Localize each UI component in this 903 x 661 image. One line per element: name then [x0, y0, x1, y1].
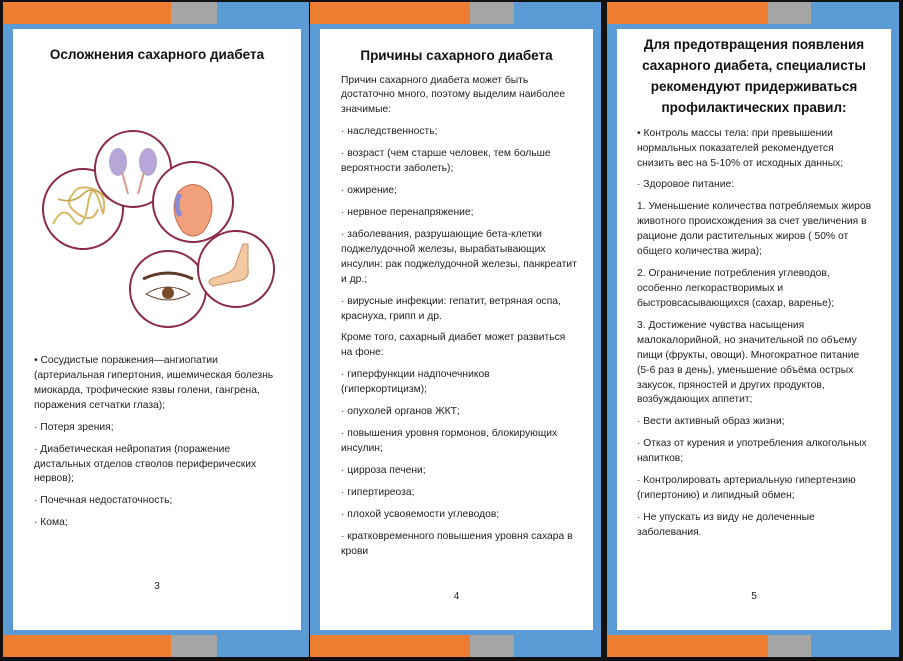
list-item: 3. Достижение чувства насыщения малокалорийной, но значительной по объему пищи (фрукты, овощи). Многократное питание (5-6 раз в день), уменьшение объёма острых закусок, пряностей и других продуктов, возбуждающих аппетит; — [637, 319, 860, 406]
decorative-stripe-top — [607, 2, 899, 24]
list-item: · возраст (чем старше человек, тем больше вероятности заболеть); — [341, 148, 551, 175]
list-item: · наследственность; — [341, 126, 438, 138]
list-item: · гиперфункции надпочечников (гиперкортицизм); — [341, 369, 490, 396]
list-item: · Потеря зрения; — [34, 421, 114, 433]
list-item: · ожирение; — [341, 185, 398, 197]
page-number: 4 — [453, 590, 460, 602]
page-number: 3 — [154, 580, 160, 592]
list-item: Причин сахарного диабета может быть достаточно много, поэтому выделим наиболее значимые: — [341, 74, 566, 116]
list-item: • Контроль массы тела: при превышении нормальных показателей рекомендуется снизить вес на 5-10% от исходных данных; — [637, 127, 844, 169]
list-item: · повышения уровня гормонов, блокирующих инсулин; — [341, 428, 558, 454]
list-item: Кроме того, сахарный диабет может развиться на фоне: — [341, 332, 566, 359]
page-title: Для предотвращения появления сахарного диабета, специалисты рекомендуют придерживаться профилактических правил: — [642, 37, 866, 115]
list-item: · Кома; — [34, 517, 68, 529]
decorative-stripe-bottom — [607, 635, 899, 657]
list-item: · гипертиреоза; — [341, 486, 415, 498]
list-item: · вирусные инфекции: гепатит, ветряная оспа, краснуха, грипп и др. — [341, 295, 561, 322]
list-item: · Отказ от курения и употребления алкогольных напитков; — [637, 438, 867, 465]
decorative-stripe-bottom — [3, 635, 309, 657]
heart-icon — [153, 162, 233, 242]
eye-icon — [130, 251, 206, 327]
page-4 — [320, 29, 593, 630]
brochure-panel-3 — [607, 2, 899, 657]
complications-list — [34, 354, 287, 538]
page-5 — [617, 29, 891, 630]
list-item: · Не упускать из виду не долеченные заболевания. — [637, 511, 815, 538]
list-item: 2. Ограничение потребления углеводов, особенно легкорастворимых и быстровсасывающихся (сахар, варенье); — [637, 268, 835, 309]
decorative-stripe-top — [310, 2, 601, 24]
list-item: · цирроза печени; — [341, 464, 426, 476]
list-item: · плохой усвояемости углеводов; — [341, 508, 500, 520]
list-item: · Диабетическая нейропатия (поражение дистальных отделов стволов периферических нервов); — [34, 443, 257, 485]
prevention-list — [617, 127, 891, 541]
page-3 — [13, 29, 301, 630]
brochure-panel-1 — [3, 2, 309, 657]
list-item: · заболевания, разрушающие бета-клетки поджелудочной железы, вырабатывающих инсулин: рак поджелудочной железы, панкреатит и др.; — [341, 228, 577, 285]
page-number: 5 — [751, 590, 757, 602]
foot-icon — [198, 231, 274, 307]
list-item: · кратковременного повышения уровня сахара в крови — [341, 530, 573, 557]
list-item: · нервное перенапряжение; — [341, 207, 474, 219]
page-title: Причины сахарного диабета — [360, 48, 553, 63]
brochure-panel-2 — [310, 2, 601, 657]
causes-list — [320, 74, 593, 560]
list-item: · Почечная недостаточность; — [34, 495, 173, 507]
list-item: • Сосудистые поражения—ангиопатии (артериальная гипертония, ишемическая болезнь миокарда, трофические язвы голени, гангрена, поражения сетчатки глаза); — [34, 355, 274, 411]
list-item: · Контролировать артериальную гипертензию (гипертонию) и липидный обмен; — [637, 475, 856, 502]
list-item: · Здоровое питание: — [637, 179, 735, 191]
list-item: · Вести активный образ жизни; — [637, 416, 785, 428]
list-item: · опухолей органов ЖКТ; — [341, 406, 460, 418]
complications-illustration — [38, 114, 278, 329]
list-item: 1. Уменьшение количества потребляемых жиров животного происхождения за счет увеличения в рационе доли растительных жиров ( 50% от общего количества жира); — [637, 201, 872, 258]
decorative-stripe-bottom — [310, 635, 601, 657]
page-title: Осложнения сахарного диабета — [49, 47, 265, 62]
decorative-stripe-top — [3, 2, 309, 24]
